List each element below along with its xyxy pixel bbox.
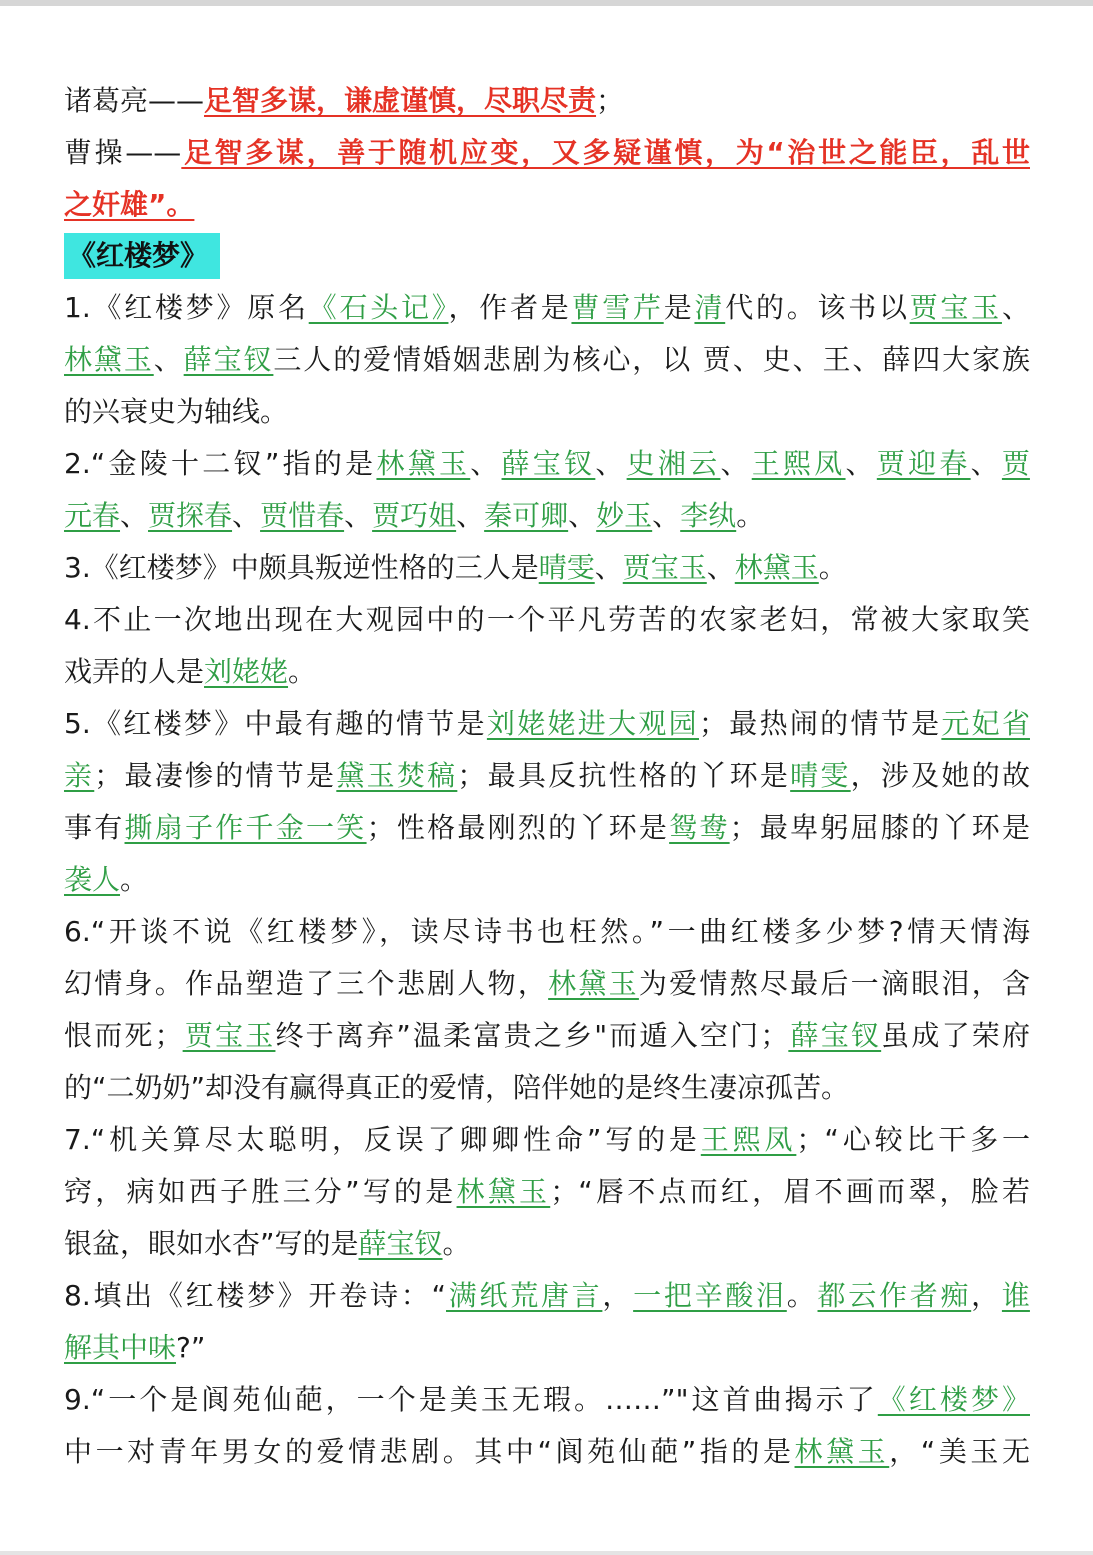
- answer-green: 元春: [64, 499, 121, 532]
- text-segment: 6.“开谈不说《红楼梦》，读尽诗书也枉然。”一曲红楼多少梦?情天情海: [64, 915, 1030, 948]
- answer-green: 贾探春: [148, 499, 233, 532]
- text-segment: 、: [470, 447, 502, 480]
- answer-green: 贾: [1001, 447, 1030, 480]
- item-1-line-2: [64, 337, 1030, 383]
- text-segment: 3.《红楼梦》中颇具叛逆性格的三人是: [64, 551, 539, 584]
- answer-green: 林黛玉: [376, 447, 471, 480]
- section-heading-text: 《红楼梦》: [64, 233, 220, 279]
- answer-green: 谁: [1001, 1279, 1030, 1312]
- text-segment: 窍，病如西子胜三分”写的是: [64, 1175, 457, 1208]
- text-segment: ，作者是: [448, 291, 572, 324]
- text-line-caocao: [64, 130, 1030, 176]
- text-segment: 银盆，眼如水杏”写的是: [64, 1227, 359, 1260]
- answer-green: 晴雯: [538, 551, 595, 584]
- top-border: [0, 0, 1093, 6]
- text-segment: 、: [845, 447, 877, 480]
- answer-green: 薛宝钗: [358, 1227, 443, 1260]
- item-7-line-3: [64, 1221, 471, 1267]
- text-segment: 。: [736, 499, 765, 532]
- text-segment: ?”: [176, 1331, 206, 1364]
- text-segment: 、: [456, 499, 485, 532]
- text-segment: 、: [232, 499, 261, 532]
- answer-green: 贾惜春: [260, 499, 345, 532]
- answer-green: 贾迎春: [876, 447, 971, 480]
- answer-green: 林黛玉: [548, 967, 639, 1000]
- answer-green: 史湘云: [626, 447, 721, 480]
- answer-green: 林黛玉: [734, 551, 819, 584]
- text-segment: 2.“金陵十二钗”指的是: [64, 447, 377, 480]
- text-segment: ；“心较比干多一: [796, 1123, 1030, 1156]
- item-6-line-1: [64, 909, 1030, 955]
- text-segment: 诸葛亮——: [64, 84, 205, 117]
- text-segment: 、: [594, 551, 623, 584]
- answer-green: 元妃省: [941, 707, 1030, 740]
- answer-green: 贾宝玉: [909, 291, 1002, 324]
- item-2-line-2: [64, 493, 764, 539]
- answer-green: 晴雯: [790, 759, 851, 792]
- text-segment: 为爱情熬尽最后一滴眼泪，含: [638, 967, 1030, 1000]
- text-segment: 幻情身。作品塑造了三个悲剧人物，: [64, 967, 549, 1000]
- text-line-zhugeliang: [64, 78, 624, 124]
- text-segment: 、: [120, 499, 149, 532]
- answer-red: 足智多谋，谦虚谨慎，尽职尽责: [204, 84, 597, 117]
- item-7-line-2: [64, 1169, 1030, 1215]
- item-5-line-1: [64, 701, 1030, 747]
- text-segment: ；最具反抗性格的丫环是: [457, 759, 791, 792]
- answer-green: 妙玉: [596, 499, 653, 532]
- item-9-line-1: [64, 1377, 1030, 1423]
- answer-green: 亲: [64, 759, 95, 792]
- text-segment: 、: [568, 499, 597, 532]
- text-segment: 。: [442, 1227, 471, 1260]
- text-segment: 代的。该书以: [725, 291, 910, 324]
- answer-green: 薛宝钗: [788, 1019, 882, 1052]
- text-segment: ，“美玉无: [889, 1435, 1030, 1468]
- text-segment: 的兴衰史为轴线。: [64, 395, 289, 428]
- answer-green: 撕扇子作千金一笑: [124, 811, 367, 844]
- text-segment: ；最热闹的情节是: [698, 707, 942, 740]
- answer-green: 袭人: [64, 863, 121, 896]
- text-segment: 、: [1001, 291, 1030, 324]
- answer-red: 之奸雄”。: [64, 188, 195, 221]
- text-segment: 。: [786, 1279, 818, 1312]
- text-segment: 、: [153, 343, 184, 376]
- item-8-line-1: [64, 1273, 1030, 1319]
- text-segment: 、: [706, 551, 735, 584]
- answer-green: 林黛玉: [456, 1175, 551, 1208]
- text-segment: 7.“机关算尽太聪明，反误了卿卿性命”写的是: [64, 1123, 701, 1156]
- item-3-line-1: [64, 545, 847, 591]
- text-segment: 、: [970, 447, 1002, 480]
- text-segment: 事有: [64, 811, 125, 844]
- text-segment: 三人的爱情婚姻悲剧为核心，以 贾、史、王、薛四大家族: [273, 343, 1030, 376]
- answer-green: 秦可卿: [484, 499, 569, 532]
- text-segment: 、: [595, 447, 627, 480]
- text-segment: 8.填出《红楼梦》开卷诗：“: [64, 1279, 446, 1312]
- text-segment: 是: [663, 291, 695, 324]
- item-8-line-2: [64, 1325, 205, 1371]
- answer-green: 贾巧姐: [372, 499, 457, 532]
- item-2-line-1: [64, 441, 1030, 487]
- text-segment: 中一对青年男女的爱情悲剧。其中“阆苑仙葩”指的是: [64, 1435, 795, 1468]
- text-segment: ，涉及她的故: [850, 759, 1030, 792]
- answer-green: 鸳鸯: [669, 811, 730, 844]
- text-segment: 。: [288, 655, 317, 688]
- item-4-line-2: [64, 649, 316, 695]
- item-5-line-2: [64, 753, 1030, 799]
- text-segment: ；“唇不点而红，眉不画而翠，脸若: [550, 1175, 1030, 1208]
- answer-green: 李纨: [680, 499, 737, 532]
- text-segment: 的“二奶奶”却没有赢得真正的爱情，陪伴她的是终生凄凉孤苦。: [64, 1071, 850, 1104]
- text-segment: 、: [652, 499, 681, 532]
- item-5-line-4: [64, 857, 148, 903]
- answer-green: 解其中味: [64, 1331, 177, 1364]
- answer-green: 贾宝玉: [622, 551, 707, 584]
- item-6-line-2: [64, 961, 1030, 1007]
- answer-green: 薛宝钗: [501, 447, 596, 480]
- answer-green: 满纸荒唐言: [446, 1279, 603, 1312]
- item-1-line-3: [64, 389, 288, 435]
- text-segment: 。: [818, 551, 847, 584]
- item-7-line-1: [64, 1117, 1030, 1163]
- text-segment: 4.不止一次地出现在大观园中的一个平凡劳苦的农家老妇，常被大家取笑: [64, 603, 1030, 636]
- text-segment: 戏弄的人是: [64, 655, 205, 688]
- text-segment: ，: [971, 1279, 1002, 1312]
- answer-green: 黛玉焚稿: [336, 759, 458, 792]
- text-segment: 9.“一个是阆苑仙葩，一个是美玉无瑕。……”"这首曲揭示了: [64, 1383, 878, 1416]
- text-segment: 终于离弃”温柔富贵之乡"而遁入空门；: [275, 1019, 789, 1052]
- answer-green: 王熙凤: [700, 1123, 797, 1156]
- item-4-line-1: [64, 597, 1030, 643]
- answer-green: 王熙凤: [751, 447, 846, 480]
- answer-green: 刘姥姥进大观园: [486, 707, 699, 740]
- answer-green: 都云作者痴: [817, 1279, 972, 1312]
- item-6-line-4: [64, 1065, 849, 1111]
- text-line-caocao-cont: [64, 182, 194, 228]
- text-segment: 虽成了荣府: [881, 1019, 1030, 1052]
- item-9-line-2: [64, 1429, 1030, 1475]
- text-segment: 。: [120, 863, 149, 896]
- item-6-line-3: [64, 1013, 1030, 1059]
- answer-green: 刘姥姥: [204, 655, 289, 688]
- answer-green: 林黛玉: [794, 1435, 890, 1468]
- text-segment: ；: [596, 84, 625, 117]
- text-segment: ，: [602, 1279, 634, 1312]
- answer-green: 薛宝钗: [183, 343, 274, 376]
- answer-green: 曹雪芹: [571, 291, 664, 324]
- item-1-line-1: [64, 285, 1030, 331]
- answer-green: 一把辛酸泪: [633, 1279, 787, 1312]
- answer-green: 林黛玉: [64, 343, 154, 376]
- text-segment: ；最卑躬屈膝的丫环是: [729, 811, 1030, 844]
- text-segment: 5.《红楼梦》中最有趣的情节是: [64, 707, 487, 740]
- text-segment: 1.《红楼梦》原名: [64, 291, 309, 324]
- answer-green: 《石头记》: [308, 291, 449, 324]
- answer-green: 《红楼梦》: [877, 1383, 1030, 1416]
- text-segment: ；最凄惨的情节是: [94, 759, 337, 792]
- item-5-line-3: [64, 805, 1030, 851]
- answer-green: 清: [694, 291, 726, 324]
- section-heading: [64, 233, 220, 279]
- text-segment: 、: [720, 447, 752, 480]
- text-segment: 曹操——: [64, 136, 182, 169]
- text-segment: 、: [344, 499, 373, 532]
- text-segment: 恨而死；: [64, 1019, 183, 1052]
- bottom-border: [0, 1551, 1093, 1555]
- answer-red: 足智多谋，善于随机应变，又多疑谨慎，为“治世之能臣，乱世: [181, 136, 1030, 169]
- answer-green: 贾宝玉: [182, 1019, 276, 1052]
- text-segment: ；性格最刚烈的丫环是: [366, 811, 670, 844]
